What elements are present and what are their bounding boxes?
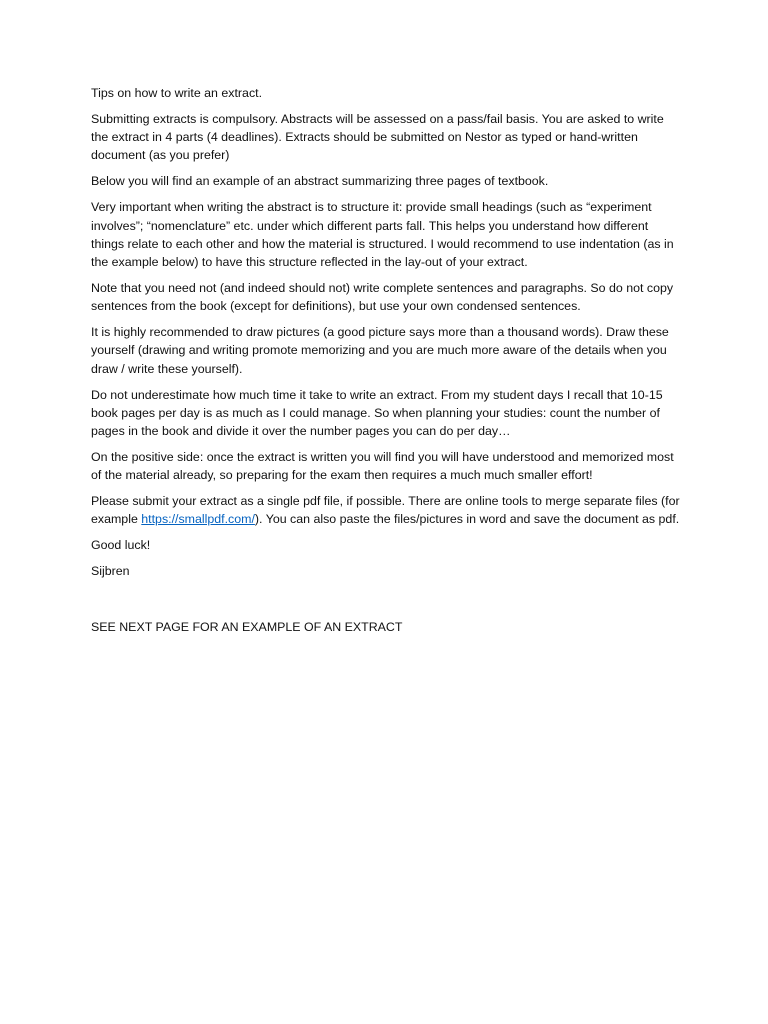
submit-text-before: Please submit your extract as a single pdf file, if possible. There are online tools to merge separate files (for example (91, 494, 680, 527)
spacer (91, 588, 681, 618)
document-body (91, 84, 681, 644)
paragraph-time-estimate: Do not underestimate how much time it take to write an extract. From my student days I recall that 10-15 book pages per day is as much as I could manage. So when planning your studies: count the number of pages in the book and divide it over the number pages you can do per day… (91, 387, 663, 439)
paragraph-example-intro: Below you will find an example of an abstract summarizing three pages of textbook. (91, 174, 549, 189)
paragraph-structure-advice: Very important when writing the abstract is to structure it: provide small headings (such as “experiment involves”; “nomenclature” etc. under which different parts fall. This helps you understand how different things relate to each other and how the material is structured. I would recommend to use indentation (as in the example below) to have this structure reflected in the lay-out of your extract. (91, 200, 674, 270)
signature: Sijbren (91, 564, 130, 579)
paragraph-submit-pdf (91, 492, 681, 528)
smallpdf-link[interactable]: https://smallpdf.com/ (141, 512, 255, 527)
paragraph-submission-rules: Submitting extracts is compulsory. Abstracts will be assessed on a pass/fail basis. You are asked to write the extract in 4 parts (4 deadlines). Extracts should be submitted on Nestor as typed or hand-written document (as you prefer) (91, 112, 664, 163)
footer-note: SEE NEXT PAGE FOR AN EXAMPLE OF AN EXTRACT (91, 620, 403, 635)
submit-text-after: ). You can also paste the files/pictures in word and save the document as pdf. (254, 512, 680, 527)
paragraph-condensed-sentences: Note that you need not (and indeed should not) write complete sentences and paragraphs. So do not copy sentences from the book (except for definitions), but use your own condensed sentences. (91, 281, 674, 314)
closing-text: Good luck! (91, 538, 151, 553)
paragraph-positive-side: On the positive side: once the extract is written you will find you will have understood and memorized most of the material already, so preparing for the exam then requires a much much smaller effort! (91, 450, 674, 483)
document-title: Tips on how to write an extract. (91, 86, 263, 100)
paragraph-draw-pictures: It is highly recommended to draw pictures (a good picture says more than a thousand words). Draw these yourself (drawing and writing promote memorizing and you are much more aware of the details when you draw / write these yourself). (91, 325, 669, 376)
